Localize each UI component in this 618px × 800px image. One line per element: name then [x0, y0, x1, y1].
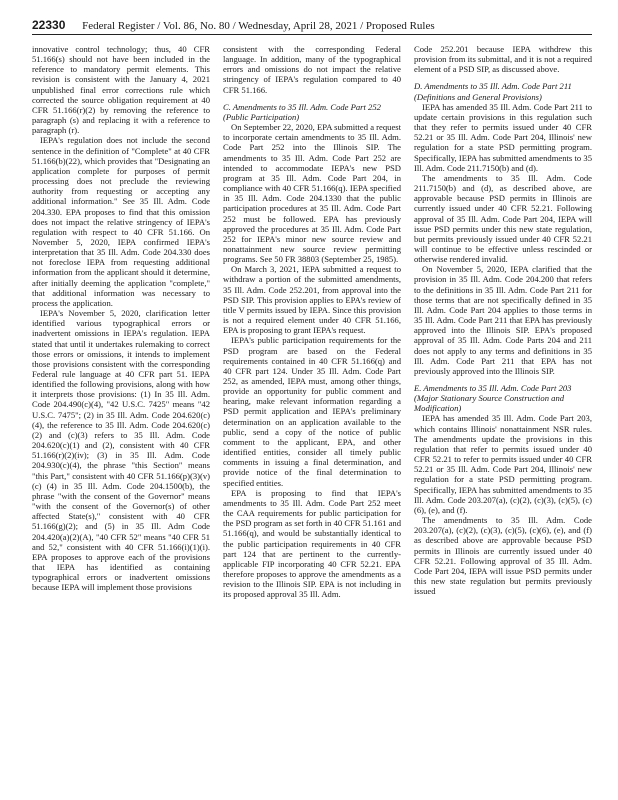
paragraph: IEPA has amended 35 Ill. Adm. Code Part 203, which contains Illinois' nonattainment NSR rules. The amendments update the provisions in this regulation that refer to permits issued under 40 CFR 52.21 to refer to permits issued under 40 CFR 52.21 or 35 Ill. Adm. Code Part 204, Illinois' new regulation for a state PSD permitting program. Specifically, IEPA has submitted amendments to 35 Ill. Adm. Code 203.207(a), (c)(2), (c)(3), (c)(5), (c)(6), (e), and (f). — [414, 413, 592, 515]
paragraph: IEPA's regulation does not include the second sentence in the definition of "Complete" at 40 CFR 51.166(b)(22), which provides that "Designating an application complete for purposes of permit processing does not preclude the reviewing authority from requesting or accepting any additional information." See 35 Ill. Adm. Code 204.330. EPA proposes to find that this omission does not impact the relative stringency of IEPA's regulation with respect to 40 CFR 51.166. On November 5, 2020, IEPA confirmed IEPA's interpretation that 35 Ill. Adm. Code 204.330 does not foreclose IEPA from requesting additional information from the applicant should it determine, after initially deeming the application "complete," that additional information was necessary to process the application. — [32, 135, 210, 308]
paragraph: The amendments to 35 Ill. Adm. Code 211.7150(b) and (d), as described above, are approvable because PSD permits in Illinois are currently issued under 40 CFR 52.21. Following approval of 35 Ill. Adm. Code Part 204, IEPA will issue PSD permits under this new state regulation, but permits previously issued under 40 CFR 52.21 will continue to be effective unless rescinded or otherwise rendered invalid. — [414, 172, 592, 265]
section-heading: C. Amendments to 35 Ill. Adm. Code Part 252 (Public Participation) — [223, 101, 381, 122]
paragraph: Code 252.201 because IEPA withdrew this provision from its submittal, and it is not a required element of a PSD SIP, as discussed above. — [414, 44, 592, 75]
paragraph: The amendments to 35 Ill. Adm. Code 203.207(a), (c)(2), (c)(3), (c)(5), (c)(6), (e), and (f) as described above are approvable because PSD permits in Illinois are currently issued under 40 CFR 52.21. Following approval of 35 Ill. Adm. Code Part 204, IEPA will issue PSD permits under this new state regulation but permits previously issued — [414, 515, 592, 597]
paragraph: EPA is proposing to find that IEPA's amendments to 35 Ill. Adm. Code Part 252 meet the CAA requirements for public participation for the PSD program as set forth in 40 CFR 51.161 and 51.166(q), and would be substantially identical to the public participation requirements in 40 CFR part 124 that are pertinent to the currently-applicable FIP incorporating 40 CFR 52.21. EPA therefore proposes to approve the amendments as a revision to the Illinois SIP. EPA is not including in its proposed approval 35 Ill. Adm. — [223, 487, 401, 600]
column-1 — [32, 44, 210, 592]
running-head-title: Federal Register / Vol. 86, No. 80 / Wednesday, April 28, 2021 / Proposed Rules — [82, 20, 435, 32]
paragraph: consistent with the corresponding Federal language. In addition, many of the typographical errors and omissions do not impact the relative stringency of IEPA's regulation compared to 40 CFR 51.166. — [223, 44, 401, 95]
page-number: 22330 — [32, 18, 66, 32]
paragraph: On September 22, 2020, EPA submitted a request to incorporate certain amendments to 35 Ill. Adm. Code Part 252 into the Illinois SIP. The amendments to 35 Ill. Adm. Code Part 252 are intended to accommodate IEPA's new PSD program at 35 Ill. Adm. Code Part 204, in compliance with 40 CFR 51.166(q). IEPA specified in 35 Ill. Adm. Code 204.1330 that the public participation procedures at 35 Ill. Adm. Code Part 252 must be followed. EPA has previously approved the procedures at 35 Ill. Adm. Code Part 252 for IEPA's minor new source review and nonattainment new source review permitting programs. See 50 FR 38803 (September 25, 1985). — [223, 122, 401, 265]
section-heading: E. Amendments to 35 Ill. Adm. Code Part 203 (Major Stationary Source Construction and Modification) — [414, 383, 572, 414]
paragraph: IEPA's November 5, 2020, clarification letter identified various typographical errors or inadvertent omissions in IEPA's regulation. IEPA stated that until it undertakes rulemaking to correct those errors or omissions, it intends to implement those provisions consistent with the corresponding Federal rule language at 40 CFR part 51. IEPA identified the following provisions, along with how it interprets those provisions: (1) In 35 Ill. Adm. Code 204.490(c)(4), "42 U.S.C. 7425" means "42 U.S.C. 7475"; (2) in 35 Ill. Adm. Code 204.620(c)(4), the reference to 35 Ill. Adm. Code 204.620(c)(2) and (c)(3) refers to 35 Ill. Adm. Code 204.620(c)(1) and (2), consistent with 40 CFR 51.166(r)(2)(iv); (3) in 35 Ill. Adm. Code 204.930(c)(4), the phrase "this Section" means "this Part," consistent with 40 CFR 51.166(p)(3)(v)(c) (4) in 35 Ill. Adm. Code 204.1500(b), the phrase "with the consent of the Governor" means "with the consent of the Governor(s) of other affected State(s)," consistent with 40 CFR 51.166(g)(2); and (5) in 35 Ill. Adm Code 204.420(a)(2)(A), "40 CFR 52" means "40 CFR 51 and 52," consistent with 40 CFR 51.166(i)(1)(i). EPA proposes to approve each of the provisions that IEPA has identified as containing typographical errors or inadvertent omissions because IEPA will implement those provisions — [32, 308, 210, 593]
section-heading: D. Amendments to 35 Ill. Adm. Code Part 211 (Definitions and General Provisions) — [414, 81, 572, 102]
paragraph: innovative control technology; thus, 40 CFR 51.166(s) should not have been included in the reference to mandatory permit elements. This revision is consistent with the January 4, 2021 unpublished final error corrections rule which corrected the source obligation requirement at 40 CFR 51.166(r)(2) by removing the reference to paragraph (s) and replacing it with a reference to paragraph (r). — [32, 44, 210, 136]
paragraph: On November 5, 2020, IEPA clarified that the provision in 35 Ill. Adm. Code 204.200 that refers to the definitions in 35 Ill. Adm. Code Part 211 for those terms that are not specifically defined in 35 Ill. Adm. Code Part 204 applies to those terms in 35 Ill. Adm. Code Part 211 that EPA has previously approved into the Illinois SIP. EPA's proposed approval of 35 Ill. Adm. Code Parts 204 and 211 does not apply to any terms and definitions in 35 Ill. Adm. Code Part 211 that EPA has not previously approved into the Illinois SIP. — [414, 264, 592, 376]
paragraph: IEPA has amended 35 Ill. Adm. Code Part 211 to update certain provisions in this regulation such that they refer to permits issued under 40 CFR 52.21 or 35 Ill. Adm. Code Part 204, Illinois' new regulation for a state PSD permitting program. Specifically, IEPA has submitted amendments to 35 Ill. Adm. Code 211.7150(b) and (d). — [414, 101, 592, 173]
column-3 — [414, 44, 592, 596]
running-header — [32, 18, 592, 35]
paragraph: On March 3, 2021, IEPA submitted a request to withdraw a portion of the submitted amendments, 35 Ill. Adm. Code 252.201, from approval into the PSD SIP. This provision applies to EPA's review of title V permits issued by IEPA. Since this provision is not a required element under 40 CFR 51.166, EPA is proposing to grant IEPA's request. — [223, 264, 401, 336]
column-2 — [223, 44, 401, 599]
paragraph: IEPA's public participation requirements for the PSD program are based on the Federal requirements contained in 40 CFR 51.166(q) and 40 CFR part 124. Under 35 Ill. Adm. Code Part 252, as amended, IEPA must, among other things, provide an opportunity for public comment and hearing, make relevant information regarding a PSD permit application and IEPA's preliminary determination on an application available to the public, send a copy of the notice of public comment to the applicant, EPA, and other identified entities, consider all timely public comments in issuing a final determination, and provide notice of the final determination to specified entities. — [223, 335, 401, 488]
